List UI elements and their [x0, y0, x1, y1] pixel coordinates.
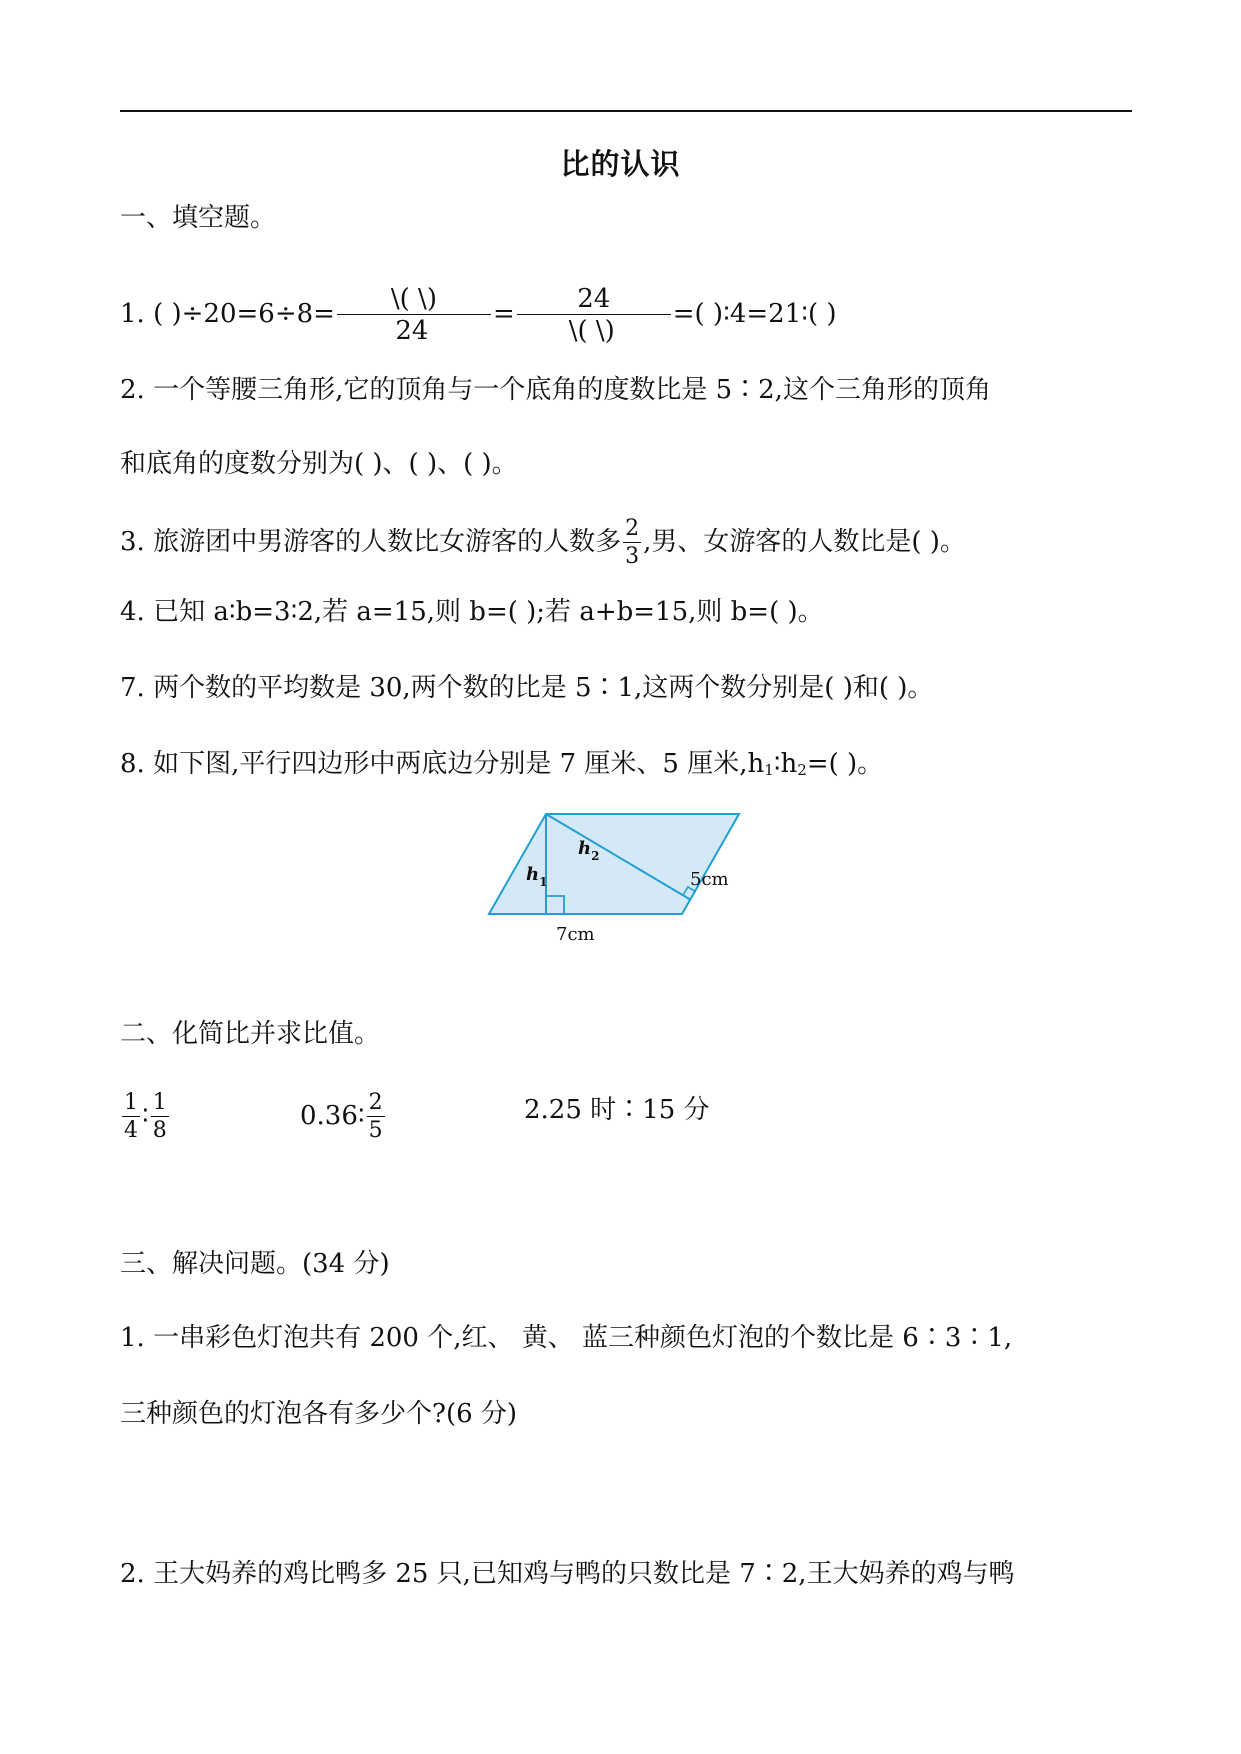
- question-1-2-line1: 2. 一个等腰三角形,它的顶角与一个底角的度数比是 5∶2,这个三角形的顶角: [120, 375, 991, 405]
- q8-text-mid: ∶h: [773, 749, 798, 779]
- question-1-3: [120, 518, 966, 568]
- item1-separator: ∶: [142, 1101, 149, 1131]
- simplify-item-3: 2.25 时∶15 分: [524, 1095, 710, 1125]
- page-title: 比的认识: [560, 147, 681, 181]
- q1-frac2-denominator: \( \): [568, 316, 615, 346]
- label-h1: $h_1$: [526, 864, 548, 889]
- label-base-7cm: 7cm: [556, 924, 595, 945]
- q3-text-before: 3. 旅游团中男游客的人数比女游客的人数多: [120, 527, 622, 557]
- header-rule: [120, 110, 1132, 112]
- section3-heading: 三、解决问题。(34 分): [120, 1249, 390, 1279]
- simplify-item-2: [300, 1092, 387, 1142]
- question-1-1: [120, 286, 837, 344]
- item1-fraction-a: [122, 1092, 140, 1142]
- section1-heading: 一、填空题。: [120, 203, 277, 233]
- q1-equals: =: [492, 299, 515, 329]
- item2-fraction: [367, 1092, 385, 1142]
- label-side-5cm: 5cm: [690, 869, 729, 890]
- q3-text-after: ,男、女游客的人数比是( )。: [643, 527, 966, 557]
- problem-3-1-line1: 1. 一串彩色灯泡共有 200 个,红、 黄、 蓝三种颜色灯泡的个数比是 6∶3∶1,: [120, 1323, 1013, 1353]
- item2-denominator: 5: [368, 1118, 383, 1143]
- item1-a-denominator: 4: [124, 1118, 138, 1143]
- problem-3-1-line2: 三种颜色的灯泡各有多少个?(6 分): [120, 1399, 518, 1429]
- q8-sub1: 1: [764, 761, 774, 779]
- section2-heading: 二、化简比并求比值。: [120, 1019, 381, 1049]
- q1-fraction-2: [517, 286, 671, 344]
- label-h2: $h_2$: [578, 838, 600, 863]
- q1-fraction-1: [337, 286, 491, 344]
- question-1-2-line2: 和底角的度数分别为( )、( )、( )。: [120, 449, 518, 479]
- question-1-8: [120, 744, 883, 790]
- item1-b-numerator: 1: [152, 1090, 167, 1115]
- question-1-4: 4. 已知 a∶b=3∶2,若 a=15,则 b=( );若 a+b=15,则 b=( )。: [120, 597, 824, 627]
- problem-3-2-line1: 2. 王大妈养的鸡比鸭多 25 只,已知鸡与鸭的只数比是 7∶2,王大妈养的鸡与鸭: [120, 1559, 1015, 1589]
- question-1-7: 7. 两个数的平均数是 30,两个数的比是 5∶1,这两个数分别是( )和( )。: [120, 673, 934, 703]
- item1-a-numerator: 1: [124, 1090, 138, 1115]
- item2-numerator: 2: [368, 1090, 383, 1115]
- q3-fraction: [623, 518, 641, 568]
- q3-frac-numerator: 2: [625, 516, 640, 541]
- q8-text-before: 8. 如下图,平行四边形中两底边分别是 7 厘米、5 厘米,h: [120, 749, 765, 779]
- q1-frac2-numerator: 24: [517, 286, 671, 315]
- q1-frac1-denominator: 24: [395, 316, 429, 346]
- item2-prefix: 0.36∶: [300, 1101, 365, 1131]
- parallelogram-figure: [486, 812, 746, 966]
- q1-frac1-numerator: \( \): [337, 286, 491, 315]
- simplify-item-1: [120, 1092, 171, 1142]
- q1-text-a: 1. ( )÷20=6÷8=: [120, 299, 335, 329]
- item1-fraction-b: [151, 1092, 169, 1142]
- q8-sub2: 2: [797, 761, 807, 779]
- q3-frac-denominator: 3: [625, 544, 640, 569]
- item1-b-denominator: 8: [152, 1118, 167, 1143]
- q8-text-after: =( )。: [806, 749, 884, 779]
- parallelogram-diagram: [486, 812, 746, 962]
- q1-text-b: =( )∶4=21∶( ): [672, 299, 837, 329]
